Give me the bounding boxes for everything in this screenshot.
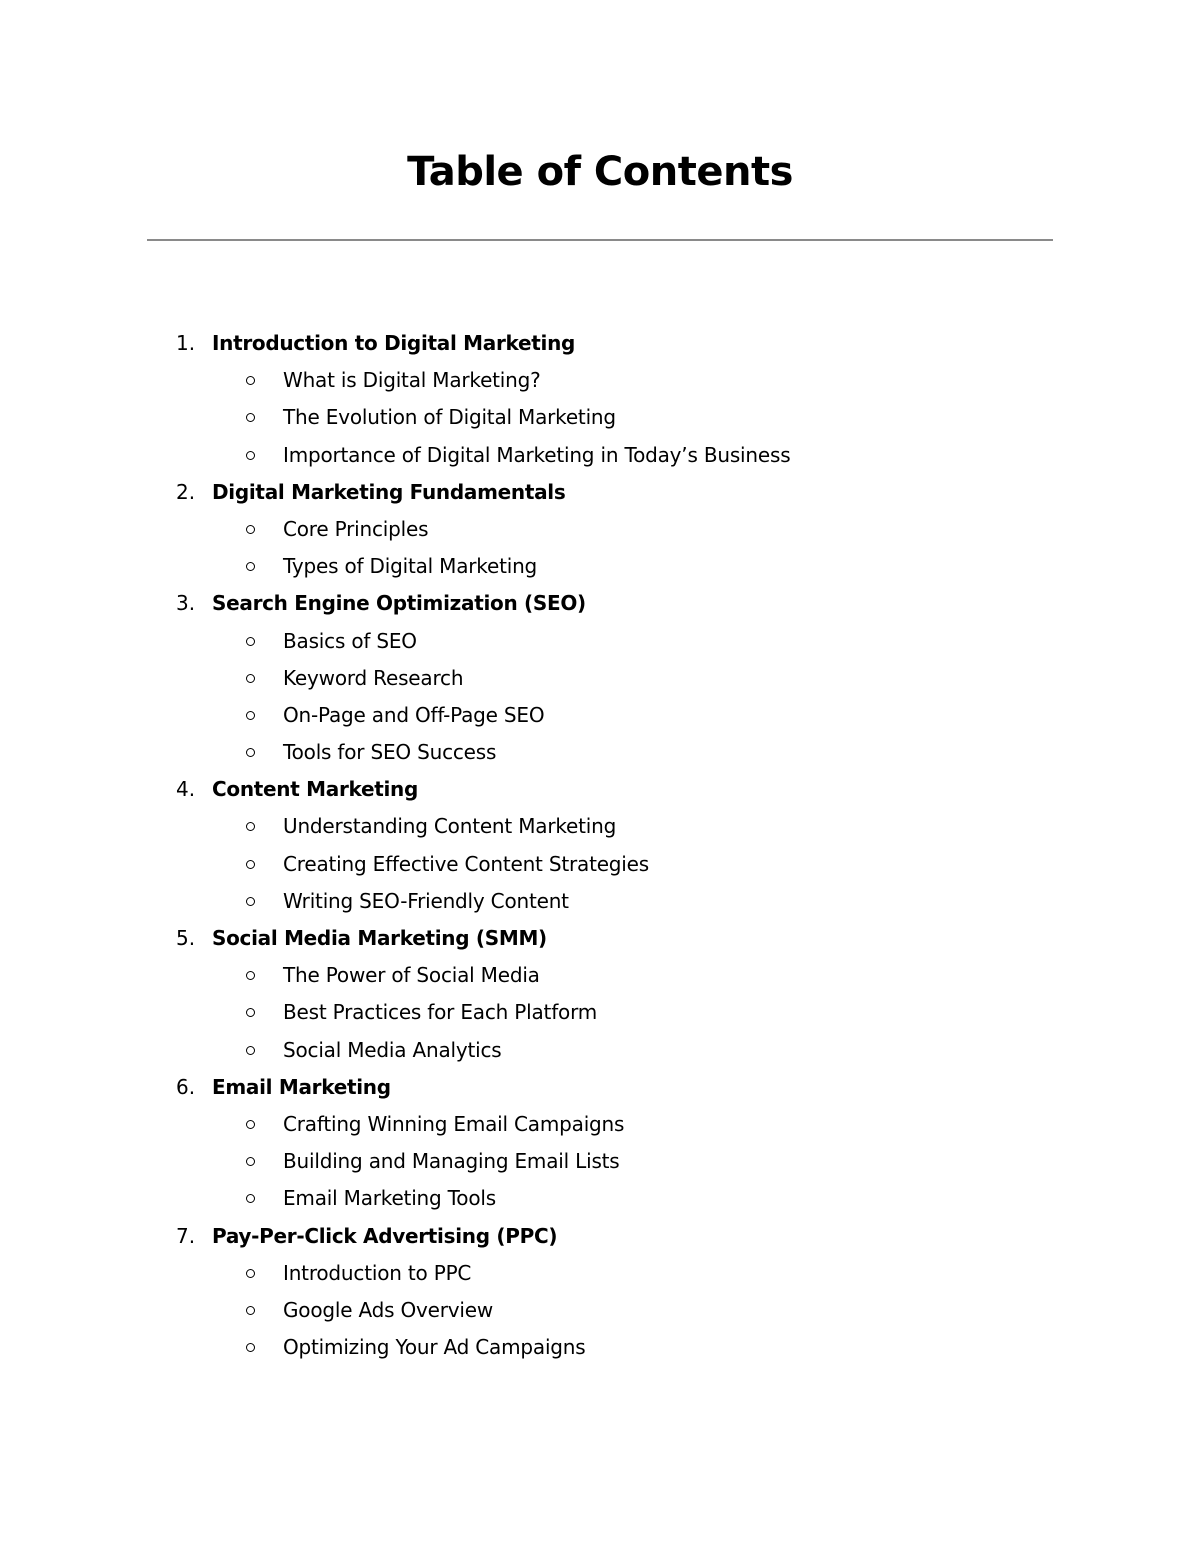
hollow-circle-bullet-icon	[246, 525, 255, 534]
subitem-title: Email Marketing Tools	[283, 1186, 496, 1211]
toc-subitem	[0, 734, 1200, 771]
section-number: 7.	[176, 1223, 196, 1248]
section-title: Search Engine Optimization (SEO)	[212, 591, 586, 616]
toc-subitem	[0, 697, 1200, 734]
hollow-circle-bullet-icon	[246, 860, 255, 869]
toc-subitem	[0, 1143, 1200, 1180]
hollow-circle-bullet-icon	[246, 562, 255, 571]
table-of-contents	[0, 325, 1200, 1366]
hollow-circle-bullet-icon	[246, 897, 255, 906]
toc-subitem	[0, 994, 1200, 1031]
toc-subitem	[0, 362, 1200, 399]
toc-section	[0, 1069, 1200, 1106]
hollow-circle-bullet-icon	[246, 1306, 255, 1315]
hollow-circle-bullet-icon	[246, 748, 255, 757]
subitem-title: Core Principles	[283, 516, 429, 541]
subitem-title: The Power of Social Media	[283, 963, 540, 988]
hollow-circle-bullet-icon	[246, 1157, 255, 1166]
toc-subitem	[0, 1032, 1200, 1069]
toc-subitem	[0, 1106, 1200, 1143]
section-title: Content Marketing	[212, 777, 419, 802]
section-number: 4.	[176, 777, 196, 802]
subitem-title: On-Page and Off-Page SEO	[283, 702, 545, 727]
hollow-circle-bullet-icon	[246, 711, 255, 720]
toc-section	[0, 325, 1200, 362]
section-title: Introduction to Digital Marketing	[212, 331, 576, 355]
subitem-title: Introduction to PPC	[283, 1260, 472, 1285]
subitem-title: Building and Managing Email Lists	[283, 1149, 620, 1174]
section-number: 6.	[176, 1074, 196, 1099]
toc-subitem	[0, 808, 1200, 845]
toc-subitem	[0, 1329, 1200, 1366]
toc-subitem	[0, 1292, 1200, 1329]
subitem-title: What is Digital Marketing?	[283, 368, 541, 393]
subitem-title: Optimizing Your Ad Campaigns	[283, 1335, 586, 1360]
toc-section	[0, 474, 1200, 511]
subitem-title: Importance of Digital Marketing in Today’s Business	[283, 442, 791, 467]
hollow-circle-bullet-icon	[246, 413, 255, 422]
subitem-title: Creating Effective Content Strategies	[283, 851, 649, 876]
toc-subitem	[0, 548, 1200, 585]
hollow-circle-bullet-icon	[246, 1343, 255, 1352]
subitem-title: Social Media Analytics	[283, 1037, 502, 1062]
toc-subitem	[0, 1255, 1200, 1292]
section-number: 1.	[176, 331, 196, 355]
toc-subitem	[0, 399, 1200, 436]
subitem-title: Understanding Content Marketing	[283, 814, 617, 839]
toc-section	[0, 585, 1200, 622]
subitem-title: Types of Digital Marketing	[283, 554, 538, 579]
hollow-circle-bullet-icon	[246, 376, 255, 385]
toc-subitem	[0, 623, 1200, 660]
hollow-circle-bullet-icon	[246, 1120, 255, 1129]
hollow-circle-bullet-icon	[246, 1194, 255, 1203]
subitem-title: Keyword Research	[283, 665, 464, 690]
hollow-circle-bullet-icon	[246, 971, 255, 980]
toc-subitem	[0, 511, 1200, 548]
hollow-circle-bullet-icon	[246, 451, 255, 460]
section-number: 2.	[176, 479, 196, 504]
section-number: 5.	[176, 926, 196, 950]
toc-section	[0, 1218, 1200, 1255]
hollow-circle-bullet-icon	[246, 637, 255, 646]
toc-subitem	[0, 437, 1200, 474]
hollow-circle-bullet-icon	[246, 1269, 255, 1278]
toc-subitem	[0, 1180, 1200, 1217]
subitem-title: Google Ads Overview	[283, 1297, 494, 1322]
hollow-circle-bullet-icon	[246, 1046, 255, 1055]
subitem-title: Best Practices for Each Platform	[283, 1000, 598, 1025]
hollow-circle-bullet-icon	[246, 1008, 255, 1017]
subitem-title: Crafting Winning Email Campaigns	[283, 1111, 625, 1136]
section-title: Social Media Marketing (SMM)	[212, 926, 547, 950]
section-number: 3.	[176, 591, 196, 616]
subitem-title: Writing SEO-Friendly Content	[283, 888, 569, 913]
section-title: Pay-Per-Click Advertising (PPC)	[212, 1223, 558, 1248]
subitem-title: Basics of SEO	[283, 628, 417, 653]
toc-section	[0, 920, 1200, 957]
toc-section	[0, 771, 1200, 808]
toc-subitem	[0, 660, 1200, 697]
toc-subitem	[0, 957, 1200, 994]
subitem-title: The Evolution of Digital Marketing	[283, 405, 616, 430]
subitem-title: Tools for SEO Success	[283, 740, 497, 765]
hollow-circle-bullet-icon	[246, 822, 255, 831]
hollow-circle-bullet-icon	[246, 674, 255, 683]
toc-subitem	[0, 883, 1200, 920]
toc-subitem	[0, 846, 1200, 883]
title-divider	[147, 239, 1053, 241]
section-title: Email Marketing	[212, 1074, 391, 1099]
page-title: Table of Contents	[407, 149, 793, 195]
section-title: Digital Marketing Fundamentals	[212, 479, 566, 504]
